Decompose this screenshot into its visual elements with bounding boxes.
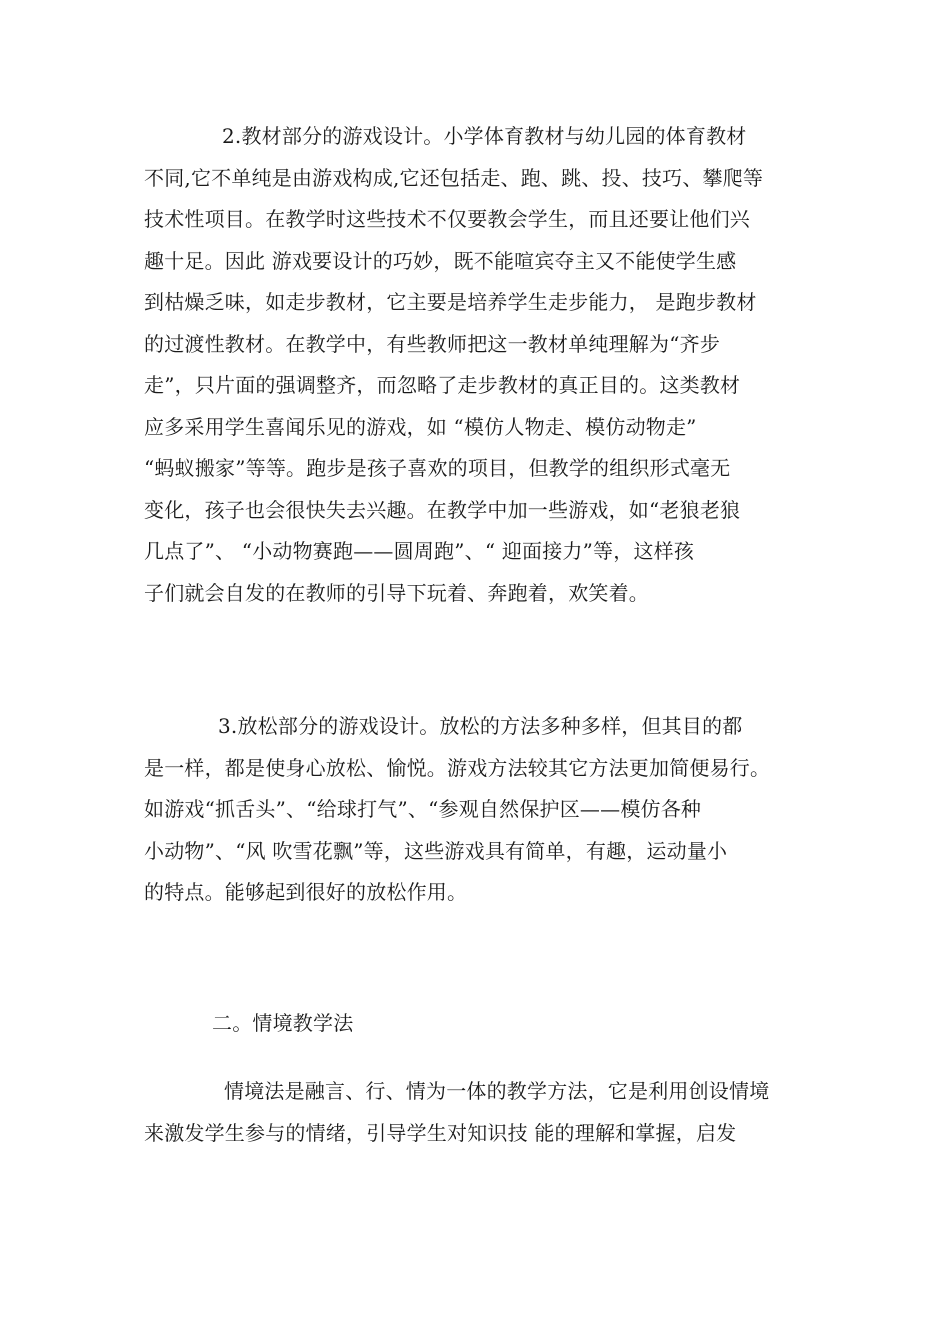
text-line: 是一样，都是使身心放松、愉悦。游戏方法较其它方法更加简便易行。	[144, 755, 771, 780]
text-line: 应多采用学生喜闻乐见的游戏，如 “模仿人物走、模仿动物走”	[144, 414, 697, 439]
text-line: 来激发学生参与的情绪，引导学生对知识技 能的理解和掌握，启发	[144, 1120, 737, 1145]
text-line: “蚂蚁搬家”等等。跑步是孩子喜欢的项目，但教学的组织形式毫无	[144, 456, 731, 480]
text-line: 情境法是融言、行、情为一体的教学方法，它是利用创设情境	[224, 1079, 770, 1103]
text-line: 如游戏“抓舌头”、“给球打气”、“参观自然保护区——模仿各种	[144, 797, 702, 821]
text-line: 技术性项目。在教学时这些技术不仅要教会学生，而且还要让他们兴	[144, 207, 750, 231]
section-heading	[144, 1003, 806, 1045]
text-line: 2.教材部分的游戏设计。小学体育教材与幼儿园的体育教材	[222, 124, 747, 148]
text-line: 趣十足。因此 游戏要设计的巧妙，既不能喧宾夺主又不能使学生感	[144, 248, 737, 273]
text-line: 不同,它不单纯是由游戏构成,它还包括走、跑、跳、投、技巧、攀爬等	[144, 165, 764, 190]
text-line: 到枯燥乏味，如走步教材，它主要是培养学生走步能力， 是跑步教材	[144, 290, 757, 314]
paragraph-situational-teaching	[144, 1071, 806, 1154]
text-line: 变化，孩子也会很快失去兴趣。在教学中加一些游戏，如“老狼老狼	[144, 497, 741, 522]
paragraph-textbook-games	[144, 116, 806, 614]
paragraph-relaxation-games	[144, 706, 806, 914]
text-line: 几点了”、 “小动物赛跑——圆周跑”、“ 迎面接力”等，这样孩	[144, 539, 695, 563]
text-line: 的过渡性教材。在教学中，有些教师把这一教材单纯理解为“齐步	[144, 331, 721, 356]
text-line: 子们就会自发的在教师的引导下玩着、奔跑着，欢笑着。	[144, 580, 649, 605]
text-line: 的特点。能够起到很好的放松作用。	[144, 880, 468, 904]
text-line: 3.放松部分的游戏设计。放松的方法多种多样，但其目的都	[218, 714, 743, 738]
heading-text: 二。情境教学法	[212, 1011, 354, 1035]
text-line: 小动物”、“风 吹雪花飘”等，这些游戏具有简单，有趣，运动量小	[144, 838, 728, 863]
text-line: 走”，只片面的强调整齐，而忽略了走步教材的真正目的。这类教材	[144, 373, 741, 397]
